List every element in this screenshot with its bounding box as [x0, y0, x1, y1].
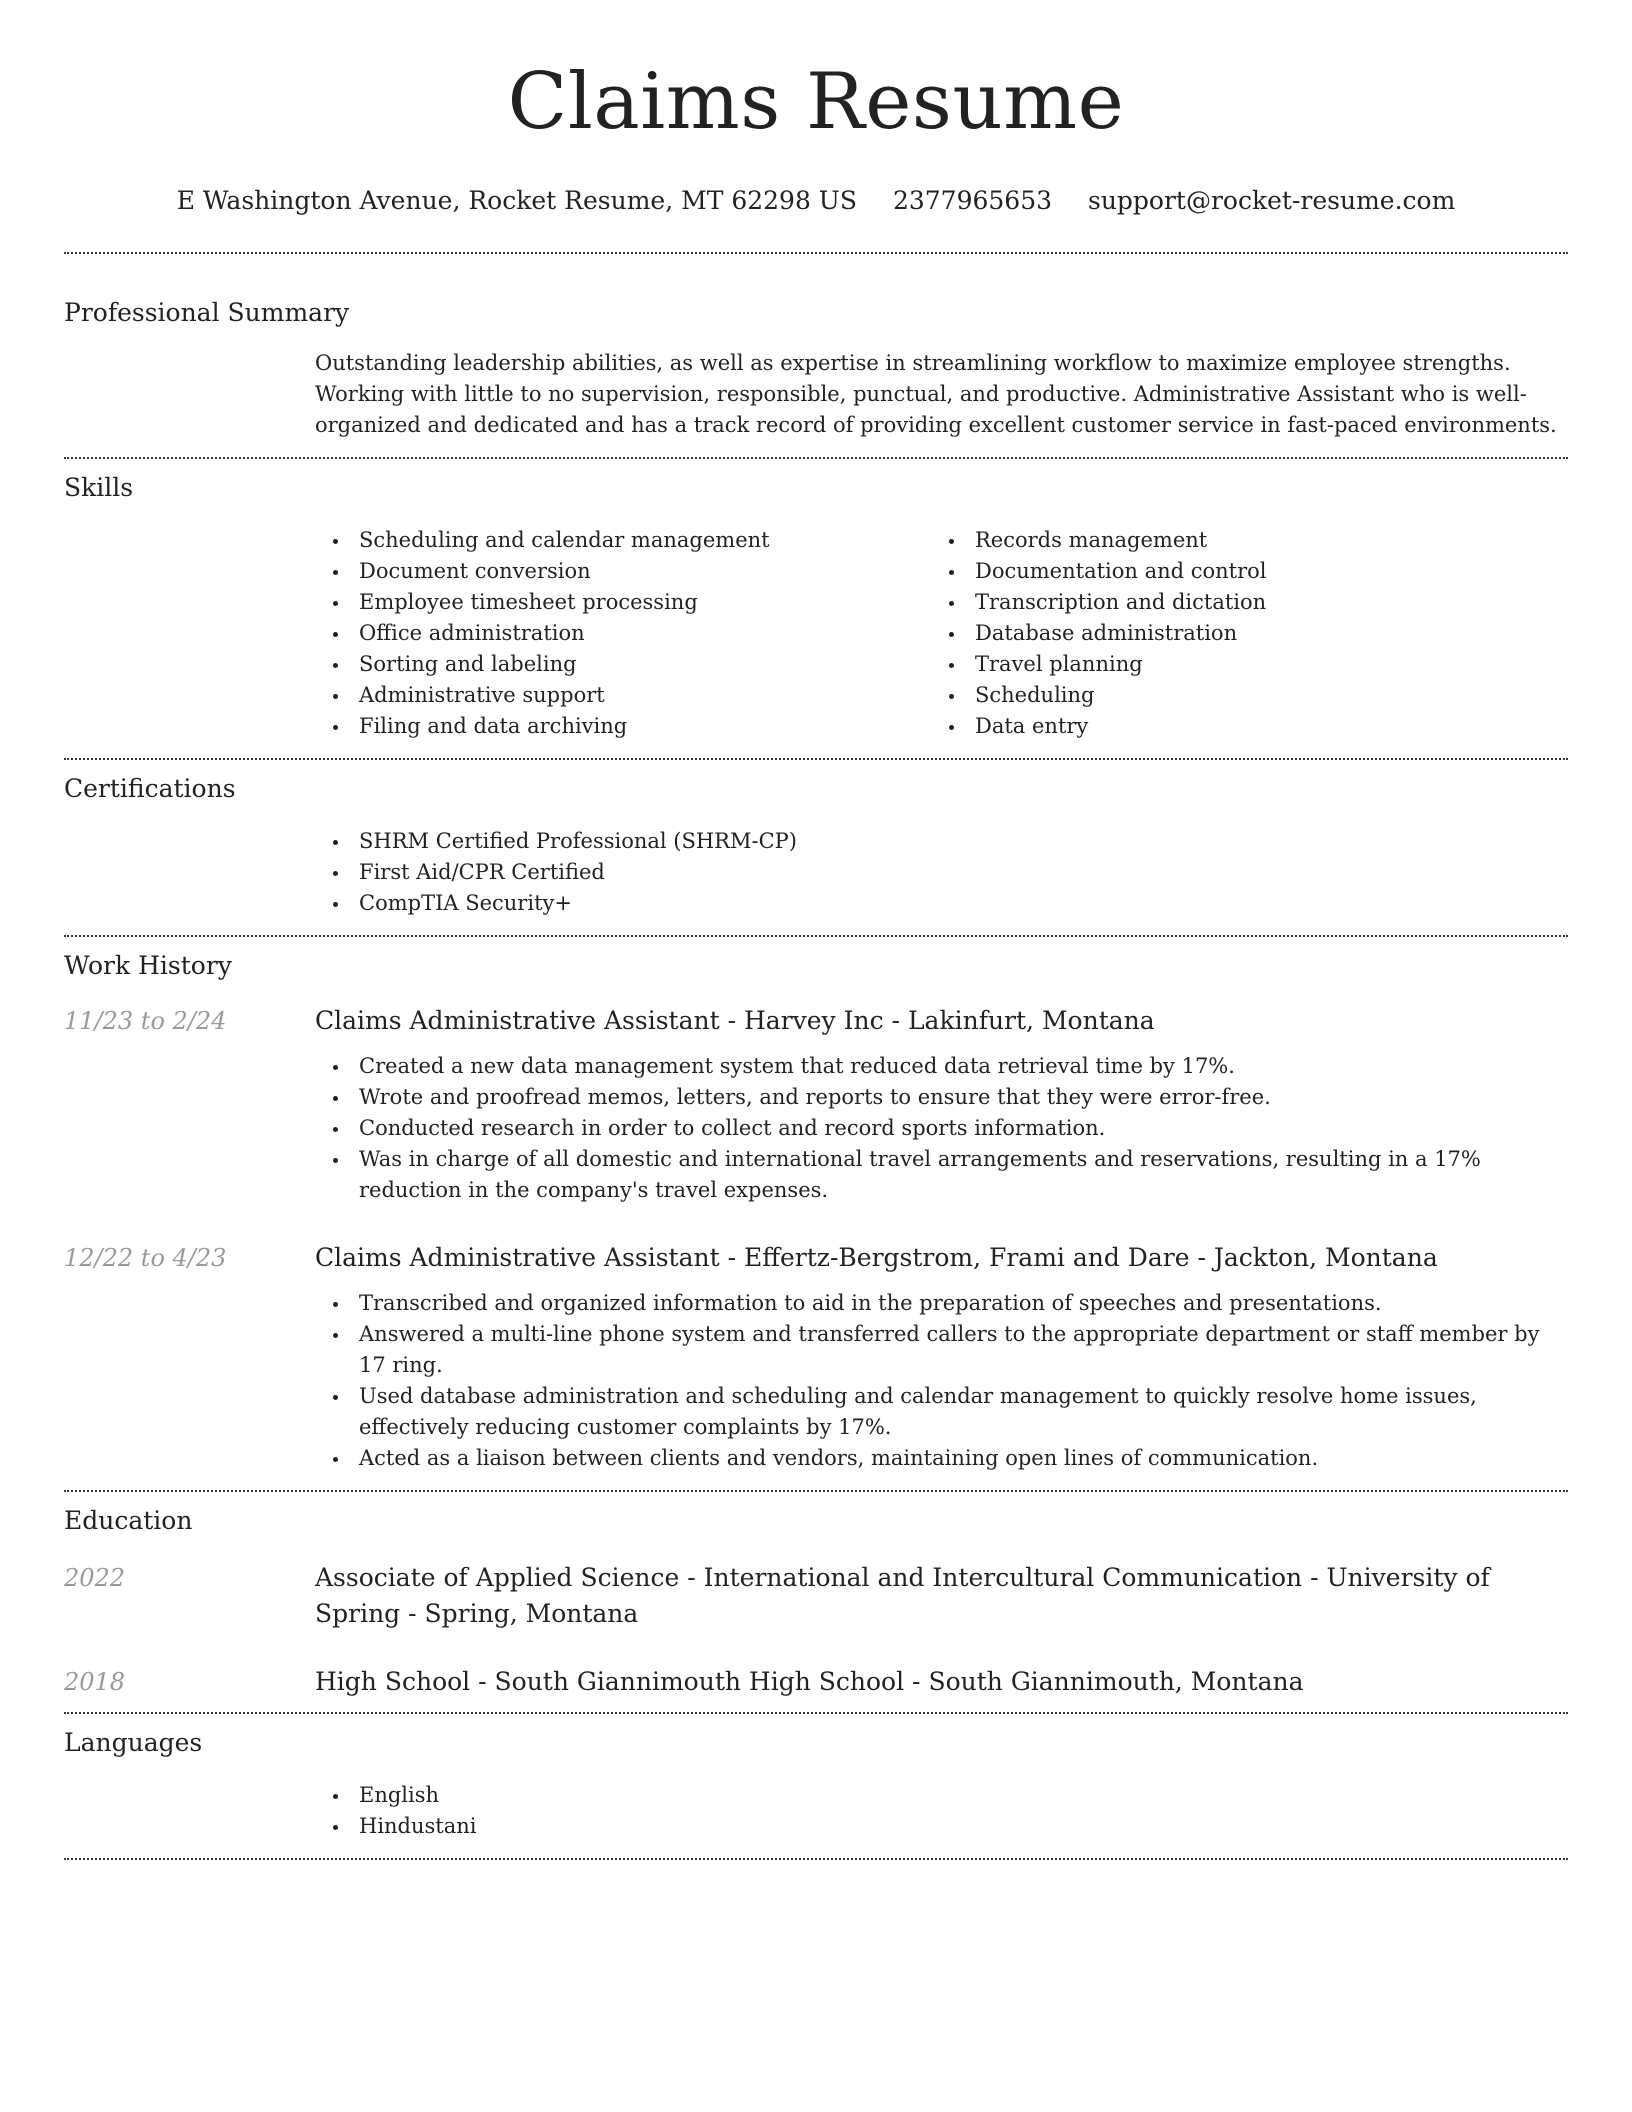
list-item: Used database administration and scheduling and calendar management to quickly resolve home issues, effectively reducing customer complaints by 17%.: [315, 1381, 1568, 1443]
section-divider: [64, 1858, 1568, 1860]
job-entry: [64, 1003, 1568, 1206]
education-degree: High School: [315, 1667, 471, 1696]
list-item: Administrative support: [315, 680, 931, 711]
job-dates: 12/22 to 4/23: [64, 1244, 227, 1272]
list-item: Transcription and dictation: [931, 587, 1547, 618]
list-item: Hindustani: [315, 1811, 1568, 1842]
list-item: Transcribed and organized information to aid in the preparation of speeches and presentations.: [315, 1288, 1568, 1319]
contact-phone: 2377965653: [892, 186, 1053, 215]
list-item: Office administration: [315, 618, 931, 649]
skills-section: [64, 459, 1568, 742]
list-item: Records management: [931, 525, 1547, 556]
languages-list: [315, 1780, 1568, 1842]
education-entry: [64, 1664, 1568, 1700]
list-item: Conducted research in order to collect and record sports information.: [315, 1113, 1568, 1144]
summary-text: Outstanding leadership abilities, as well as expertise in streamlining workflow to maximize employee strengths. Working with little to no supervision, responsible, punctual, and productive. Administrative Assistant who is well-organized and dedicated and has a track record of providing excellent customer service in fast-paced environments.: [315, 351, 1557, 437]
list-item: Document conversion: [315, 556, 931, 587]
education-heading: Education: [64, 1506, 193, 1535]
education-degree: Associate of Applied Science - International and Intercultural Communication: [315, 1563, 1303, 1592]
summary-heading: Professional Summary: [64, 298, 350, 327]
job-bullets: [315, 1288, 1568, 1474]
education-year: 2018: [64, 1668, 126, 1696]
list-item: Database administration: [931, 618, 1547, 649]
skills-heading: Skills: [64, 473, 134, 502]
contact-address: E Washington Avenue, Rocket Resume, MT 62298 US: [176, 186, 858, 215]
list-item: Created a new data management system that reduced data retrieval time by 17%.: [315, 1051, 1568, 1082]
job-company: - Effertz-Bergstrom, Frami and Dare - Jackton, Montana: [719, 1243, 1438, 1272]
list-item: Documentation and control: [931, 556, 1547, 587]
job-title: Claims Administrative Assistant: [315, 1006, 720, 1035]
job-entry: [64, 1240, 1568, 1474]
contact-line: [64, 184, 1568, 218]
list-item: SHRM Certified Professional (SHRM-CP): [315, 826, 1568, 857]
job-title: Claims Administrative Assistant: [315, 1243, 720, 1272]
job-heading: [315, 1240, 1568, 1276]
list-item: Data entry: [931, 711, 1547, 742]
list-item: English: [315, 1780, 1568, 1811]
list-item: First Aid/CPR Certified: [315, 857, 1568, 888]
job-heading: [315, 1003, 1568, 1039]
certifications-section: [64, 760, 1568, 919]
education-year: 2022: [64, 1564, 126, 1592]
list-item: Was in charge of all domestic and international travel arrangements and reservations, resulting in a 17% reduction in the company's travel expenses.: [315, 1144, 1568, 1206]
skills-list-right: [931, 525, 1547, 742]
certifications-list: [315, 826, 1568, 919]
education-school: - South Giannimouth High School - South Giannimouth, Montana: [470, 1667, 1304, 1696]
list-item: Wrote and proofread memos, letters, and reports to ensure that they were error-free.: [315, 1082, 1568, 1113]
list-item: Scheduling: [931, 680, 1547, 711]
contact-email: support@rocket-resume.com: [1087, 186, 1456, 215]
job-bullets: [315, 1051, 1568, 1206]
education-heading-line: [315, 1560, 1568, 1632]
work-heading: Work History: [64, 951, 232, 980]
list-item: CompTIA Security+: [315, 888, 1568, 919]
education-entry: [64, 1560, 1568, 1632]
education-school: - University of Spring - Spring, Montana: [315, 1563, 1490, 1628]
list-item: Answered a multi-line phone system and transferred callers to the appropriate department or staff member by 17 ring.: [315, 1319, 1568, 1381]
list-item: Sorting and labeling: [315, 649, 931, 680]
resume-name: Claims Resume: [507, 57, 1125, 147]
summary-section: [64, 254, 1568, 441]
languages-section: [64, 1714, 1568, 1842]
list-item: Scheduling and calendar management: [315, 525, 931, 556]
education-heading-line: [315, 1664, 1568, 1700]
languages-heading: Languages: [64, 1728, 203, 1757]
education-section: [64, 1492, 1568, 1700]
certifications-heading: Certifications: [64, 774, 236, 803]
list-item: Employee timesheet processing: [315, 587, 931, 618]
list-item: Acted as a liaison between clients and vendors, maintaining open lines of communication.: [315, 1443, 1568, 1474]
list-item: Filing and data archiving: [315, 711, 931, 742]
job-dates: 11/23 to 2/24: [64, 1007, 227, 1035]
work-section: [64, 937, 1568, 1474]
job-company: - Harvey Inc - Lakinfurt, Montana: [719, 1006, 1155, 1035]
list-item: Travel planning: [931, 649, 1547, 680]
skills-list-left: [315, 525, 931, 742]
resume-header: [64, 0, 1568, 218]
